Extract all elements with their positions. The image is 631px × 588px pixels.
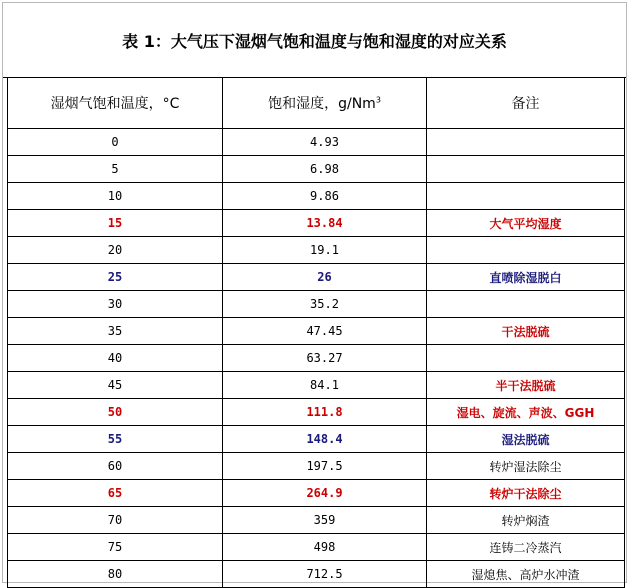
table-row — [8, 453, 625, 480]
cell-humidity: 712.5 — [223, 561, 427, 588]
cell-temp: 5 — [8, 156, 223, 183]
cell-note: 大气平均湿度 — [427, 210, 625, 237]
cell-temp: 10 — [8, 183, 223, 210]
cell-humidity: 13.84 — [223, 210, 427, 237]
cell-note — [427, 345, 625, 372]
cell-note: 连铸二冷蒸汽 — [427, 534, 625, 561]
cell-humidity: 35.2 — [223, 291, 427, 318]
table-row — [8, 345, 625, 372]
table-row — [8, 237, 625, 264]
saturation-table — [7, 77, 625, 588]
cell-humidity: 264.9 — [223, 480, 427, 507]
cell-note: 转炉湿法除尘 — [427, 453, 625, 480]
cell-humidity: 26 — [223, 264, 427, 291]
table-row — [8, 372, 625, 399]
cell-humidity: 4.93 — [223, 129, 427, 156]
cell-humidity: 148.4 — [223, 426, 427, 453]
cell-temp: 60 — [8, 453, 223, 480]
cell-temp: 65 — [8, 480, 223, 507]
cell-humidity: 47.45 — [223, 318, 427, 345]
cell-humidity: 359 — [223, 507, 427, 534]
table-row — [8, 264, 625, 291]
table-row — [8, 291, 625, 318]
table-row — [8, 480, 625, 507]
cell-note: 转炉焖渣 — [427, 507, 625, 534]
cell-humidity: 6.98 — [223, 156, 427, 183]
table-title: 表 1：大气压下湿烟气饱和温度与饱和湿度的对应关系 — [3, 3, 626, 78]
cell-note — [427, 291, 625, 318]
cell-temp: 30 — [8, 291, 223, 318]
header-note: 备注 — [427, 78, 625, 129]
header-humidity-sup: 3 — [375, 95, 381, 105]
header-temperature: 湿烟气饱和温度，°C — [8, 78, 223, 129]
cell-note: 直喷除湿脱白 — [427, 264, 625, 291]
cell-temp: 55 — [8, 426, 223, 453]
table-row — [8, 507, 625, 534]
cell-temp: 50 — [8, 399, 223, 426]
cell-note — [427, 129, 625, 156]
cell-temp: 40 — [8, 345, 223, 372]
cell-temp: 35 — [8, 318, 223, 345]
table-row — [8, 210, 625, 237]
cell-temp: 0 — [8, 129, 223, 156]
cell-note: 湿熄焦、高炉水冲渣 — [427, 561, 625, 588]
cell-temp: 70 — [8, 507, 223, 534]
table-row — [8, 183, 625, 210]
cell-note: 半干法脱硫 — [427, 372, 625, 399]
cell-note: 湿电、旋流、声波、GGH — [427, 399, 625, 426]
header-humidity — [223, 78, 427, 129]
table-row — [8, 561, 625, 588]
cell-note — [427, 183, 625, 210]
table-row — [8, 426, 625, 453]
table-row — [8, 156, 625, 183]
cell-note — [427, 237, 625, 264]
cell-note — [427, 156, 625, 183]
table-row — [8, 534, 625, 561]
cell-humidity: 19.1 — [223, 237, 427, 264]
cell-temp: 75 — [8, 534, 223, 561]
cell-humidity: 111.8 — [223, 399, 427, 426]
table-frame — [2, 2, 627, 583]
table-row — [8, 129, 625, 156]
cell-temp: 15 — [8, 210, 223, 237]
header-row — [8, 78, 625, 129]
cell-temp: 80 — [8, 561, 223, 588]
cell-temp: 25 — [8, 264, 223, 291]
cell-humidity: 498 — [223, 534, 427, 561]
cell-note: 湿法脱硫 — [427, 426, 625, 453]
cell-humidity: 84.1 — [223, 372, 427, 399]
cell-humidity: 63.27 — [223, 345, 427, 372]
cell-note: 干法脱硫 — [427, 318, 625, 345]
cell-temp: 20 — [8, 237, 223, 264]
cell-temp: 45 — [8, 372, 223, 399]
table-row — [8, 399, 625, 426]
table-row — [8, 318, 625, 345]
cell-note: 转炉干法除尘 — [427, 480, 625, 507]
cell-humidity: 9.86 — [223, 183, 427, 210]
cell-humidity: 197.5 — [223, 453, 427, 480]
header-humidity-text: 饱和湿度，g/Nm — [268, 96, 376, 112]
